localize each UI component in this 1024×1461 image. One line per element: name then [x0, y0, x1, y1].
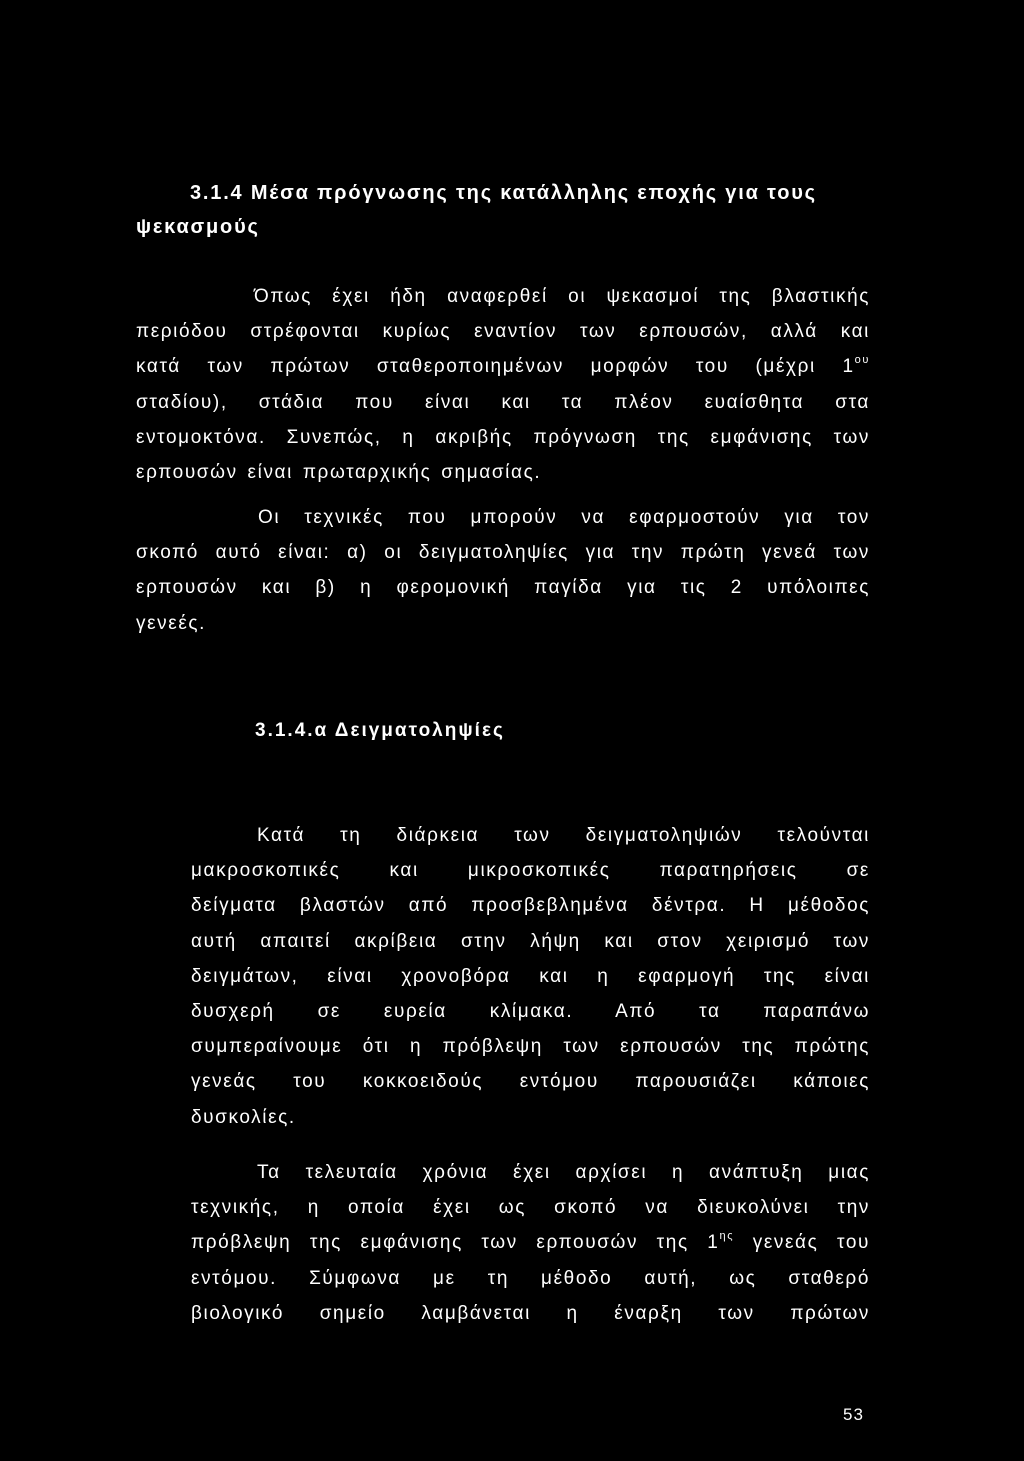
paragraph-line: ερπουσών και β) η φερομονική παγίδα για τις 2 υπόλοιπες — [136, 577, 870, 599]
intro-paragraph-2 — [136, 500, 870, 641]
intro-paragraph-1 — [136, 279, 870, 490]
paragraph-line: Κατά τη διάρκεια των δειγματοληψιών τελούνται — [257, 825, 870, 846]
paragraph-line: Όπως έχει ήδη αναφερθεί οι ψεκασμοί της βλαστικής — [254, 286, 870, 307]
section-heading — [136, 176, 876, 244]
paragraph-line: συμπεραίνουμε ότι η πρόβλεψη των ερπουσών της πρώτης — [191, 1036, 870, 1058]
paragraph-line: δείγματα βλαστών από προσβεβλημένα δέντρα. Η μέθοδος — [191, 895, 870, 917]
paragraph-line: βιολογικό σημείο λαμβάνεται η έναρξη των πρώτων — [191, 1302, 870, 1324]
section-title-line2: ψεκασμούς — [136, 216, 260, 238]
paragraph-line: δειγμάτων, είναι χρονοβόρα και η εφαρμογή της είναι — [191, 965, 870, 987]
paragraph-line: αυτή απαιτεί ακρίβεια στην λήψη και στον χειρισμό των — [191, 930, 870, 952]
paragraph-line: δυσκολίες. — [191, 1106, 296, 1128]
paragraph-line: σκοπό αυτό είναι: α) οι δειγματοληψίες για την πρώτη γενεά των — [136, 542, 870, 564]
paragraph-line: σταδίου), στάδια που είναι και τα πλέον ευαίσθητα στα — [136, 391, 870, 413]
paragraph-line: πρόβλεψη της εμφάνισης των ερπουσών της $1^{\eta\varsigma}$ γενεάς του — [191, 1230, 870, 1254]
sub-paragraph-2 — [191, 1155, 870, 1331]
superscript-ou: ου — [854, 354, 870, 367]
paragraph-line: εντομοκτόνα. Συνεπώς, η ακριβής πρόγνωση της εμφάνισης των — [136, 426, 870, 448]
paragraph-line: μακροσκοπικές και μικροσκοπικές παρατηρήσεις σε — [191, 860, 870, 882]
page-number: 53 — [843, 1405, 864, 1424]
superscript-hs: ης — [719, 1230, 735, 1243]
section-number: 3.1.4 — [190, 182, 244, 204]
paragraph-line: εντόμου. Σύμφωνα με τη μέθοδο αυτή, ως σταθερό — [191, 1267, 870, 1289]
subsection-heading: 3.1.4.α Δειγματοληψίες — [255, 720, 505, 741]
paragraph-line: Τα τελευταία χρόνια έχει αρχίσει η ανάπτυξη μιας — [257, 1162, 870, 1183]
paragraph-line: περιόδου στρέφονται κυρίως εναντίον των ερπουσών, αλλά και — [136, 321, 870, 343]
paragraph-line: γενεάς του κοκκοειδούς εντόμου παρουσιάζει κάποιες — [191, 1071, 870, 1093]
paragraph-line: δυσχερή σε ευρεία κλίμακα. Από τα παραπάνω — [191, 1001, 870, 1023]
paragraph-line: τεχνικής, η οποία έχει ως σκοπό να διευκολύνει την — [191, 1197, 870, 1219]
section-title-line1: Μέσα πρόγνωσης της κατάλληλης εποχής για τους — [250, 182, 817, 204]
paragraph-line: κατά των πρώτων σταθεροποιημένων μορφών του (μέχρι $1^{o\upsilon}$ — [136, 354, 870, 378]
paragraph-line: ερπουσών είναι πρωταρχικής σημασίας. — [136, 462, 542, 484]
paragraph-line: Οι τεχνικές που μπορούν να εφαρμοστούν για τον — [258, 507, 870, 528]
paragraph-line: γενεές. — [136, 612, 207, 634]
sub-paragraph-1 — [191, 818, 870, 1135]
